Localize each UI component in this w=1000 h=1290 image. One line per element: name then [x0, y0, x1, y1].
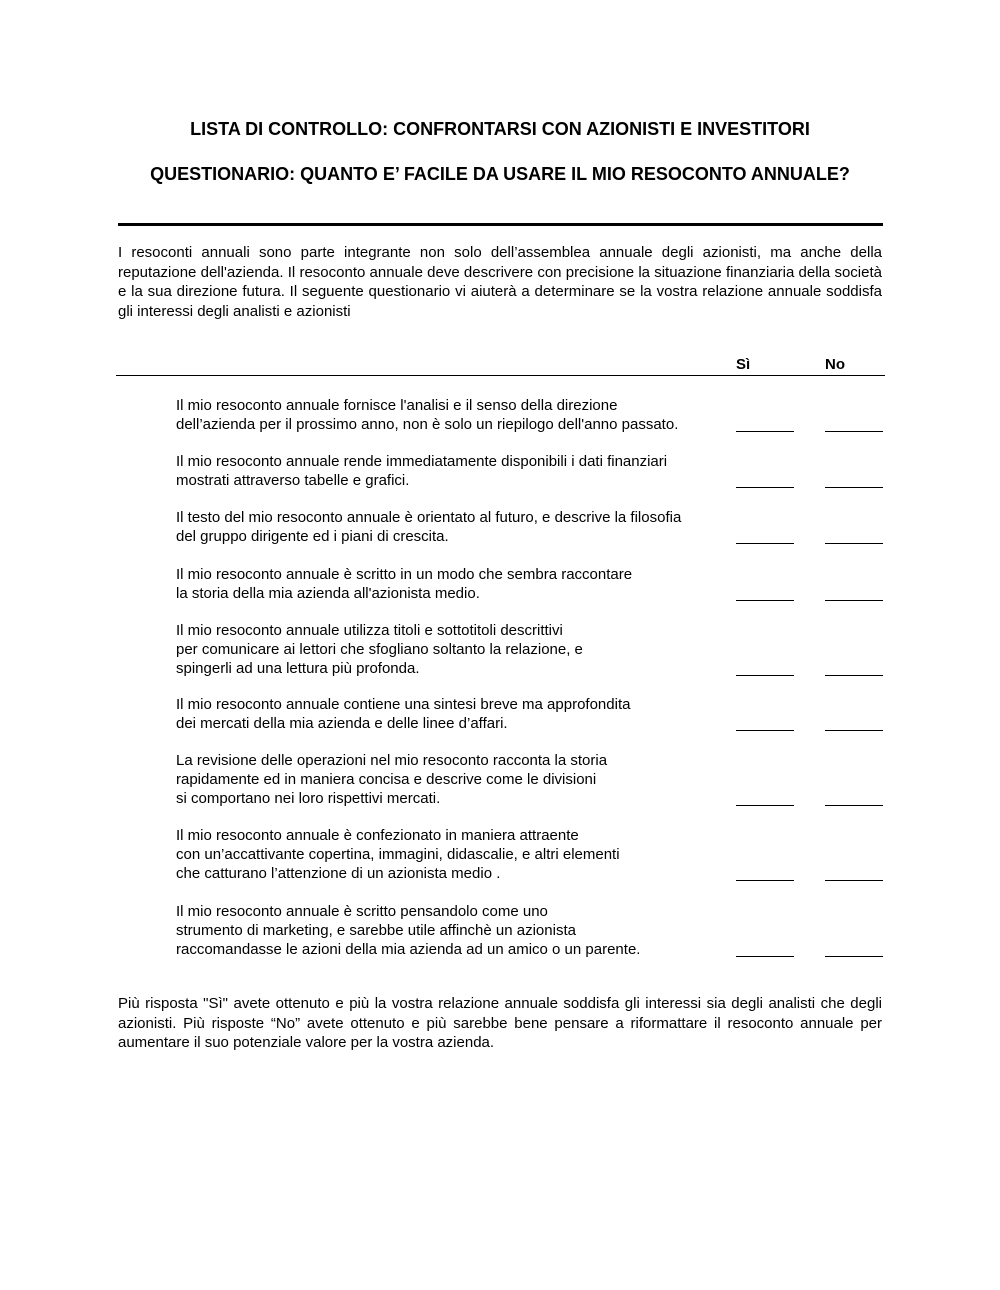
answer-blank-no[interactable]	[825, 805, 883, 806]
answer-blank-yes[interactable]	[736, 805, 794, 806]
intro-paragraph: I resoconti annuali sono parte integrante non solo dell’assemblea annuale degli azionisti, ma anche della reputazione dell'azienda. Il resoconto annuale deve descrivere con precisione la situazione finanziaria della società e la sua direzione futura. Il seguente questionario vi aiuterà a determinare se la vostra relazione annuale soddisfa gli interessi degli analisti e azionisti	[118, 244, 882, 320]
answer-blank-no[interactable]	[825, 487, 883, 488]
answer-blank-yes[interactable]	[736, 487, 794, 488]
answer-blank-no[interactable]	[825, 880, 883, 881]
question-item: Il mio resoconto annuale è scritto in un modo che sembra raccontare la storia della mia azienda all'azionista medio.	[176, 566, 633, 602]
answer-blank-yes[interactable]	[736, 543, 794, 544]
answer-blank-yes[interactable]	[736, 730, 794, 731]
answer-blank-yes[interactable]	[736, 431, 794, 432]
question-item: La revisione delle operazioni nel mio resoconto racconta la storia rapidamente ed in maniera concisa e descrive come le divisioni si comportano nei loro rispettivi mercati.	[176, 752, 608, 807]
answer-blank-yes[interactable]	[736, 956, 794, 957]
title-divider	[118, 223, 883, 226]
answer-blank-yes[interactable]	[736, 600, 794, 601]
table-header-divider	[116, 375, 885, 376]
conclusion-paragraph: Più risposta "Sì" avete ottenuto e più la vostra relazione annuale soddisfa gli interessi sia degli analisti che degli azionisti. Più risposte “No” avete ottenuto e più sarebbe bene pensare a riformattare il resoconto annuale per aumentare il suo potenziale valore per la vostra azienda.	[118, 995, 882, 1052]
question-item: Il mio resoconto annuale utilizza titoli e sottotitoli descrittivi per comunicare ai lettori che sfogliano soltanto la relazione, e spingerli ad una lettura più profonda.	[176, 622, 583, 677]
question-item: Il mio resoconto annuale contiene una sintesi breve ma approfondita dei mercati della mia azienda e delle linee d’affari.	[176, 696, 631, 732]
document-title: LISTA DI CONTROLLO: CONFRONTARSI CON AZIONISTI E INVESTITORI	[190, 119, 810, 139]
answer-blank-no[interactable]	[825, 543, 883, 544]
answer-blank-no[interactable]	[825, 675, 883, 676]
column-header-yes: Sì	[736, 356, 751, 373]
answer-blank-no[interactable]	[825, 600, 883, 601]
question-item: Il mio resoconto annuale rende immediatamente disponibili i dati finanziari mostrati attraverso tabelle e grafici.	[176, 453, 668, 489]
answer-blank-no[interactable]	[825, 956, 883, 957]
answer-blank-no[interactable]	[825, 431, 883, 432]
question-item: Il testo del mio resoconto annuale è orientato al futuro, e descrive la filosofia del gruppo dirigente ed i piani di crescita.	[176, 509, 682, 545]
questionnaire-title: QUESTIONARIO: QUANTO E’ FACILE DA USARE IL MIO RESOCONTO ANNUALE?	[150, 164, 850, 184]
question-item: Il mio resoconto annuale fornisce l'analisi e il senso della direzione dell’azienda per il prossimo anno, non è solo un riepilogo dell'anno passato.	[176, 397, 679, 433]
answer-blank-yes[interactable]	[736, 880, 794, 881]
column-header-no: No	[825, 356, 845, 373]
answer-blank-yes[interactable]	[736, 675, 794, 676]
question-item: Il mio resoconto annuale è confezionato in maniera attraente con un’accattivante copertina, immagini, didascalie, e altri elementi che catturano l’attenzione di un azionista medio .	[176, 827, 620, 882]
question-item: Il mio resoconto annuale è scritto pensandolo come uno strumento di marketing, e sarebbe utile affinchè un azionista raccomandasse le azioni della mia azienda ad un amico o un parente.	[176, 903, 641, 958]
answer-blank-no[interactable]	[825, 730, 883, 731]
